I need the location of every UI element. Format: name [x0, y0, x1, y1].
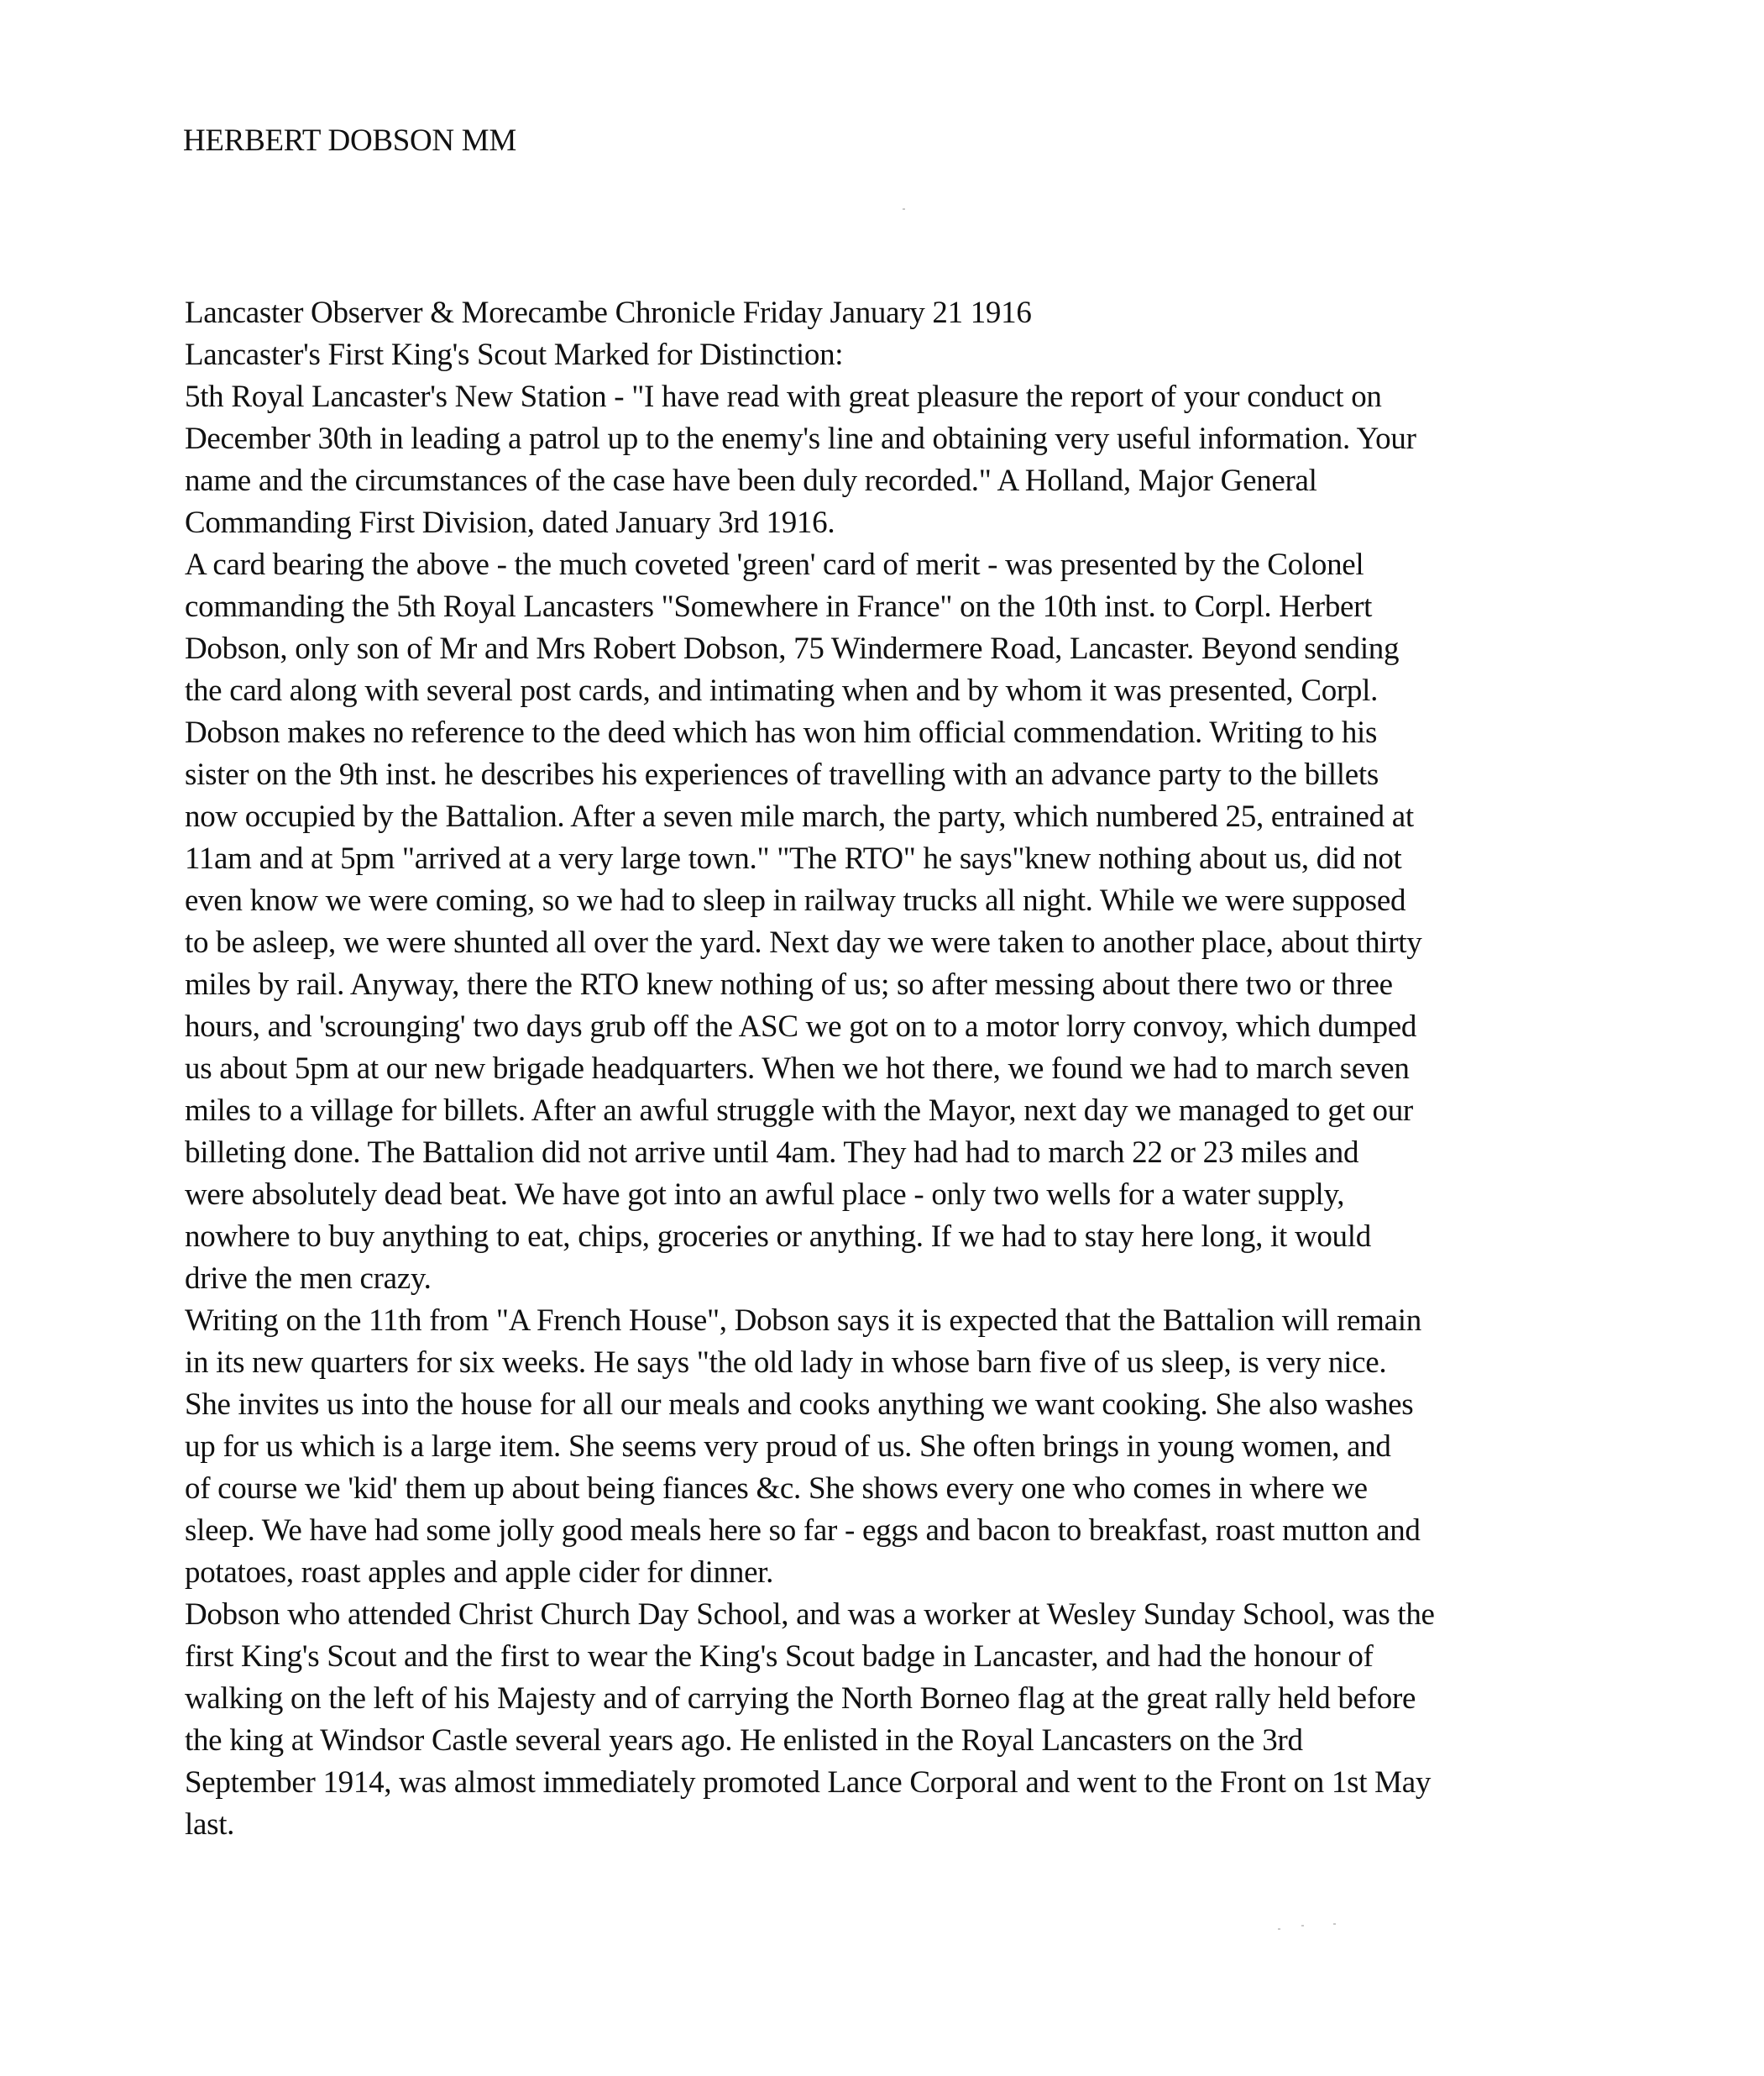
text-line: A card bearing the above - the much coveted 'green' card of merit - was presented by the Colonel: [185, 548, 1364, 582]
text-line: commanding the 5th Royal Lancasters "Somewhere in France" on the 10th inst. to Corpl. Herbert: [185, 590, 1373, 624]
text-line: the king at Windsor Castle several years ago. He enlisted in the Royal Lancasters on the 3rd: [185, 1723, 1303, 1758]
text-line: in its new quarters for six weeks. He says "the old lady in whose barn five of us sleep, is very nice.: [185, 1345, 1387, 1380]
article-body: [185, 292, 1696, 1846]
text-line: Commanding First Division, dated January 3rd 1916.: [185, 506, 835, 540]
scan-speck: [1333, 1923, 1336, 1925]
text-line: 5th Royal Lancaster's New Station - "I have read with great pleasure the report of your conduct on: [185, 380, 1382, 414]
text-line: potatoes, roast apples and apple cider for dinner.: [185, 1555, 774, 1590]
scan-speck: [1278, 1928, 1280, 1930]
text-line: nowhere to buy anything to eat, chips, groceries or anything. If we had to stay here long, it would: [185, 1219, 1371, 1254]
text-line: miles by rail. Anyway, there the RTO knew nothing of us; so after messing about there two or three: [185, 967, 1393, 1002]
text-line: first King's Scout and the first to wear the King's Scout badge in Lancaster, and had the honour of: [185, 1639, 1374, 1674]
text-line: Dobson makes no reference to the deed which has won him official commendation. Writing to his: [185, 716, 1378, 750]
text-line: drive the men crazy.: [185, 1261, 432, 1296]
scan-speck: [903, 208, 905, 210]
text-line: now occupied by the Battalion. After a seven mile march, the party, which numbered 25, entrained at: [185, 799, 1414, 834]
text-line: last.: [185, 1807, 235, 1842]
text-line: December 30th in leading a patrol up to the enemy's line and obtaining very useful information. Your: [185, 422, 1416, 456]
scan-speck: [1301, 1925, 1304, 1927]
text-line: miles to a village for billets. After an awful struggle with the Mayor, next day we managed to get our: [185, 1093, 1413, 1128]
text-line: September 1914, was almost immediately promoted Lance Corporal and went to the Front on 1st May: [185, 1765, 1432, 1800]
text-line: 11am and at 5pm "arrived at a very large town." "The RTO" he says"knew nothing about us, did not: [185, 841, 1402, 876]
text-line: Lancaster Observer & Morecambe Chronicle Friday January 21 1916: [185, 296, 1032, 330]
text-line: us about 5pm at our new brigade headquarters. When we hot there, we found we had to march seven: [185, 1051, 1410, 1086]
text-line: Dobson who attended Christ Church Day School, and was a worker at Wesley Sunday School, was the: [185, 1597, 1435, 1632]
text-line: billeting done. The Battalion did not arrive until 4am. They had had to march 22 or 23 miles and: [185, 1135, 1359, 1170]
text-line: walking on the left of his Majesty and of carrying the North Borneo flag at the great rally held before: [185, 1681, 1416, 1716]
text-line: were absolutely dead beat. We have got into an awful place - only two wells for a water supply,: [185, 1177, 1345, 1212]
text-line: of course we 'kid' them up about being fiances &c. She shows every one who comes in where we: [185, 1471, 1368, 1506]
text-line: Writing on the 11th from "A French House", Dobson says it is expected that the Battalion will remain: [185, 1303, 1421, 1338]
text-line: Dobson, only son of Mr and Mrs Robert Dobson, 75 Windermere Road, Lancaster. Beyond sending: [185, 632, 1400, 666]
document-heading: HERBERT DOBSON MM: [183, 123, 517, 158]
text-line: sleep. We have had some jolly good meals here so far - eggs and bacon to breakfast, roast mutton and: [185, 1513, 1421, 1548]
text-line: Lancaster's First King's Scout Marked for Distinction:: [185, 338, 844, 372]
text-line: up for us which is a large item. She seems very proud of us. She often brings in young women, and: [185, 1429, 1391, 1464]
text-line: hours, and 'scrounging' two days grub off the ASC we got on to a motor lorry convoy, which dumped: [185, 1009, 1417, 1044]
text-line: even know we were coming, so we had to sleep in railway trucks all night. While we were supposed: [185, 883, 1406, 918]
text-line: name and the circumstances of the case have been duly recorded." A Holland, Major General: [185, 464, 1317, 498]
text-line: sister on the 9th inst. he describes his experiences of travelling with an advance party to the billets: [185, 758, 1379, 792]
text-line: to be asleep, we were shunted all over the yard. Next day we were taken to another place, about thirty: [185, 925, 1422, 960]
text-line: the card along with several post cards, and intimating when and by whom it was presented, Corpl.: [185, 674, 1379, 708]
text-line: She invites us into the house for all our meals and cooks anything we want cooking. She also washes: [185, 1387, 1414, 1422]
